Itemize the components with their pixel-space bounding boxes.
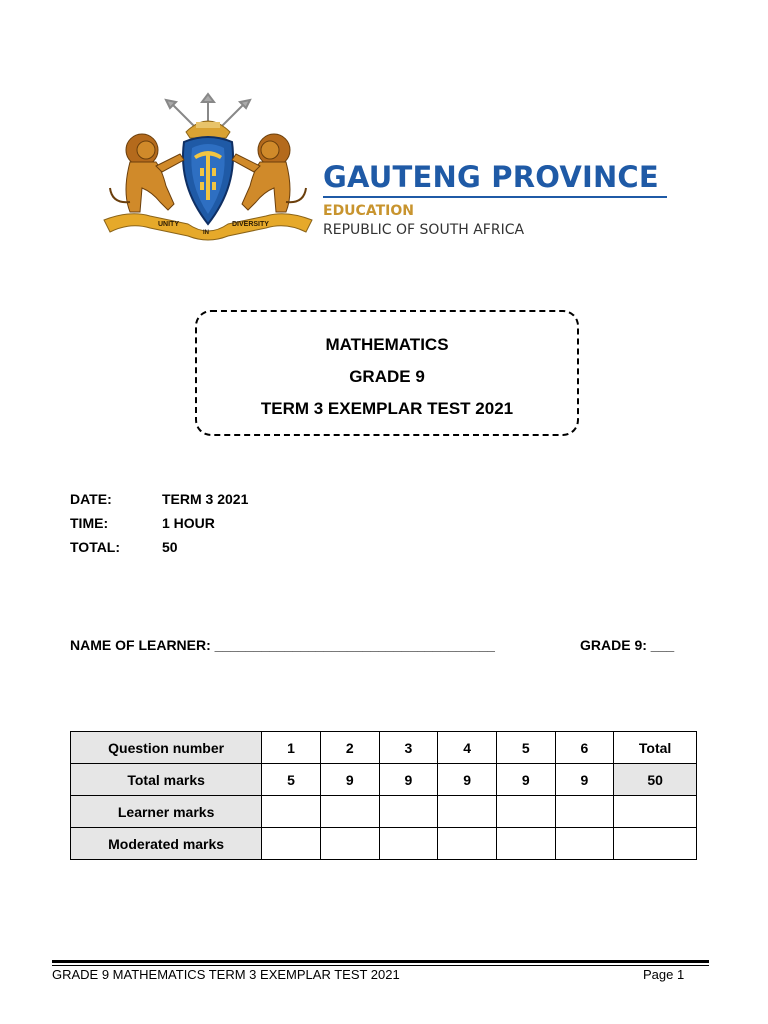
total-marks-q1: 5 — [262, 764, 321, 796]
test-title-box — [195, 310, 579, 436]
total-marks-total: 50 — [614, 764, 697, 796]
question-4-header: 4 — [438, 732, 497, 764]
department-branding — [323, 158, 667, 240]
learner-details — [70, 635, 686, 655]
total-marks-q6: 9 — [555, 764, 614, 796]
learner-marks-q6-cell[interactable] — [555, 796, 614, 828]
time-label: TIME: — [70, 515, 109, 531]
moderated-marks-q2-cell[interactable] — [320, 828, 379, 860]
province-underline — [323, 196, 667, 198]
footer-page-number: Page 1 — [643, 967, 685, 982]
moderated-marks-q6-cell[interactable] — [555, 828, 614, 860]
total-marks-label: Total marks — [71, 764, 262, 796]
question-number-label: Question number — [71, 732, 262, 764]
total-header: Total — [614, 732, 697, 764]
department-name: EDUCATION — [323, 203, 414, 219]
total-marks-q2: 9 — [320, 764, 379, 796]
test-title: TERM 3 EXEMPLAR TEST 2021 — [260, 399, 514, 418]
info-row-time — [70, 511, 248, 535]
learner-grade-field[interactable]: GRADE 9: ___ — [580, 637, 675, 653]
info-row-total — [70, 535, 248, 559]
left-lion-icon — [110, 134, 184, 212]
marks-table — [70, 731, 697, 860]
moderated-marks-q3-cell[interactable] — [379, 828, 438, 860]
total-marks-q3: 9 — [379, 764, 438, 796]
table-row-question-number — [71, 732, 697, 764]
gauteng-coat-of-arms-logo — [100, 92, 316, 242]
learner-marks-label: Learner marks — [71, 796, 262, 828]
info-row-date — [70, 487, 248, 511]
learner-marks-q5-cell[interactable] — [496, 796, 555, 828]
learner-marks-total-cell[interactable] — [614, 796, 697, 828]
time-value: 1 HOUR — [162, 515, 215, 531]
date-value: TERM 3 2021 — [162, 491, 249, 507]
table-row-total-marks — [71, 764, 697, 796]
subject-title: MATHEMATICS — [325, 335, 449, 354]
moderated-marks-q1-cell[interactable] — [262, 828, 321, 860]
question-2-header: 2 — [320, 732, 379, 764]
table-row-learner-marks — [71, 796, 697, 828]
total-marks-q4: 9 — [438, 764, 497, 796]
moderated-marks-label: Moderated marks — [71, 828, 262, 860]
moderated-marks-q4-cell[interactable] — [438, 828, 497, 860]
motto-left-text: UNITY — [158, 221, 179, 228]
learner-marks-q2-cell[interactable] — [320, 796, 379, 828]
learner-marks-q3-cell[interactable] — [379, 796, 438, 828]
date-label: DATE: — [70, 491, 112, 507]
moderated-marks-total-cell[interactable] — [614, 828, 697, 860]
learner-marks-q1-cell[interactable] — [262, 796, 321, 828]
question-1-header: 1 — [262, 732, 321, 764]
footer-rule-thin — [52, 965, 709, 966]
total-label: TOTAL: — [70, 539, 121, 555]
question-3-header: 3 — [379, 732, 438, 764]
grade-title: GRADE 9 — [349, 367, 425, 386]
question-5-header: 5 — [496, 732, 555, 764]
footer-rule-thick — [52, 960, 709, 963]
question-6-header: 6 — [555, 732, 614, 764]
total-value: 50 — [162, 539, 178, 555]
province-title: GAUTENG PROVINCE — [323, 160, 659, 194]
learner-name-field[interactable]: NAME OF LEARNER: ____________________________________ — [70, 637, 495, 653]
motto-middle-text: IN — [203, 230, 209, 236]
learner-marks-q4-cell[interactable] — [438, 796, 497, 828]
total-marks-q5: 9 — [496, 764, 555, 796]
motto-right-text: DIVERSITY — [232, 221, 269, 228]
table-row-moderated-marks — [71, 828, 697, 860]
moderated-marks-q5-cell[interactable] — [496, 828, 555, 860]
right-lion-icon — [232, 134, 306, 212]
country-name: REPUBLIC OF SOUTH AFRICA — [323, 222, 525, 238]
test-info — [70, 487, 248, 559]
footer-test-name: GRADE 9 MATHEMATICS TERM 3 EXEMPLAR TEST 2021 — [52, 967, 400, 982]
